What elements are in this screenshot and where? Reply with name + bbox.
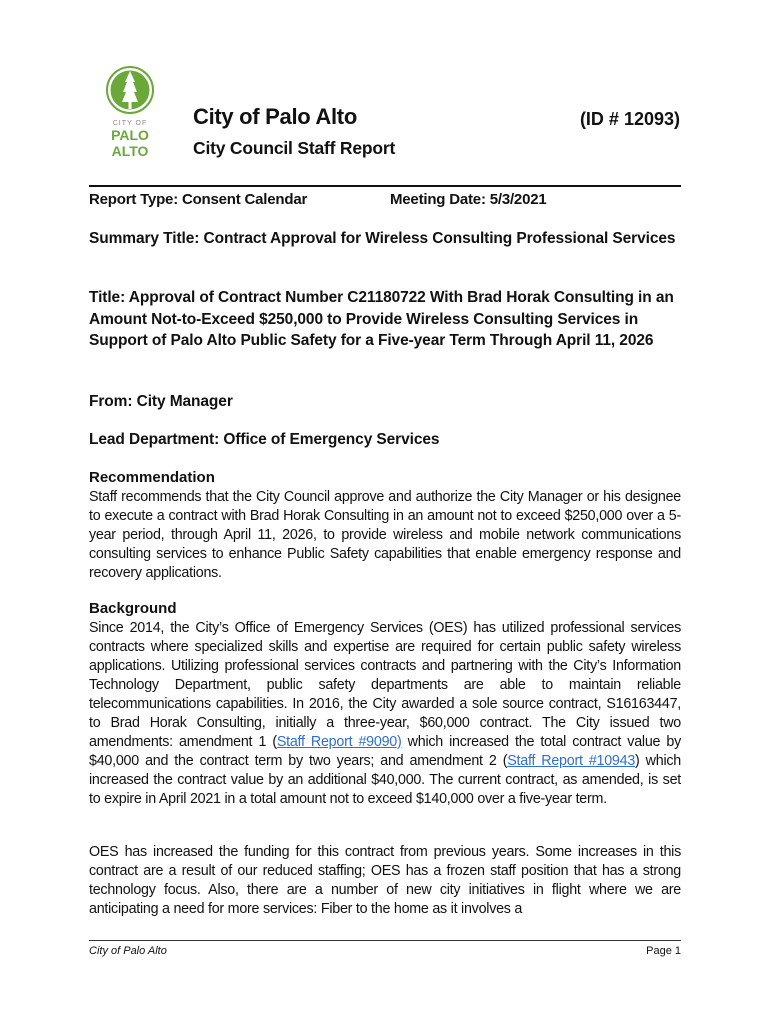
svg-text:CITY OF: CITY OF (112, 120, 148, 127)
header-divider (89, 185, 681, 187)
svg-text:PALO: PALO (111, 127, 149, 143)
report-title: Title: Approval of Contract Number C21180722 With Brad Horak Consulting in an Amount Not-to-Exceed $250,000 to Provide Wireless Consulting Services in Support of Palo Alto Public Safety for a Five-year Term Through April 11, 2026 (89, 289, 674, 349)
page-number: Page 1 (646, 945, 681, 957)
background-heading: Background (89, 600, 177, 617)
tree-logo-icon (104, 64, 164, 160)
recommendation-heading: Recommendation (89, 469, 215, 486)
text-segment: Since 2014, the City’s Office of Emergency Services (OES) has utilized professional services contracts where specialized skills and expertise are required for certain public safety wireless applications. Utilizing professional services contracts and partnering with the City’s Information Technology Department, public safety departments are able to maintain reliable telecommunications capabilities. In 2016, the City awarded a sole source contract, S16163447, to Brad Horak Consulting, initially a three-year, $60,000 contract. The City issued two amendments: amendment 1 ( (89, 620, 681, 750)
background-paragraph-1 (89, 619, 681, 809)
from-line: From: City Manager (89, 393, 233, 410)
staff-report-9090-link[interactable]: Staff Report #9090) (276, 734, 402, 750)
text-segment: ) which increased the contract value by an additional $40,000. The current contract, as amended, is set to expire in April 2021 in a total amount not to exceed $140,000 over a five-year term. (89, 753, 681, 807)
document-subtitle: City Council Staff Report (193, 138, 396, 158)
city-logo (104, 64, 164, 160)
footer-divider (89, 940, 681, 941)
svg-text:ALTO: ALTO (111, 143, 149, 159)
text-segment: which increased the total contract value by $40,000 and the contract term by two years; and amendment 2 ( (89, 734, 681, 769)
document-title: City of Palo Alto (193, 104, 357, 129)
summary-title: Summary Title: Contract Approval for Wireless Consulting Professional Services (89, 230, 676, 247)
document-id: (ID # 12093) (579, 109, 680, 129)
background-paragraph-2: OES has increased the funding for this contract from previous years. Some increases in this contract are a result of our reduced staffing; OES has a frozen staff position that has a strong technology focus. Also, there are a number of new city initiatives in flight where we are anticipating a need for more services: Fiber to the home as it involves a (89, 844, 681, 917)
footer-org: City of Palo Alto (89, 945, 167, 957)
meeting-date: Meeting Date: 5/3/2021 (390, 191, 547, 208)
lead-department: Lead Department: Office of Emergency Services (89, 431, 440, 448)
staff-report-10943-link[interactable]: Staff Report #10943 (507, 753, 636, 769)
recommendation-text: Staff recommends that the City Council approve and authorize the City Manager or his designee to execute a contract with Brad Horak Consulting in an amount not to exceed $250,000 over a 5-year period, through April 11, 2026, to provide wireless and mobile network communications consulting services to enhance Public Safety capabilities that enable emergency response and recovery applications. (89, 489, 681, 581)
report-type: Report Type: Consent Calendar (89, 191, 308, 208)
